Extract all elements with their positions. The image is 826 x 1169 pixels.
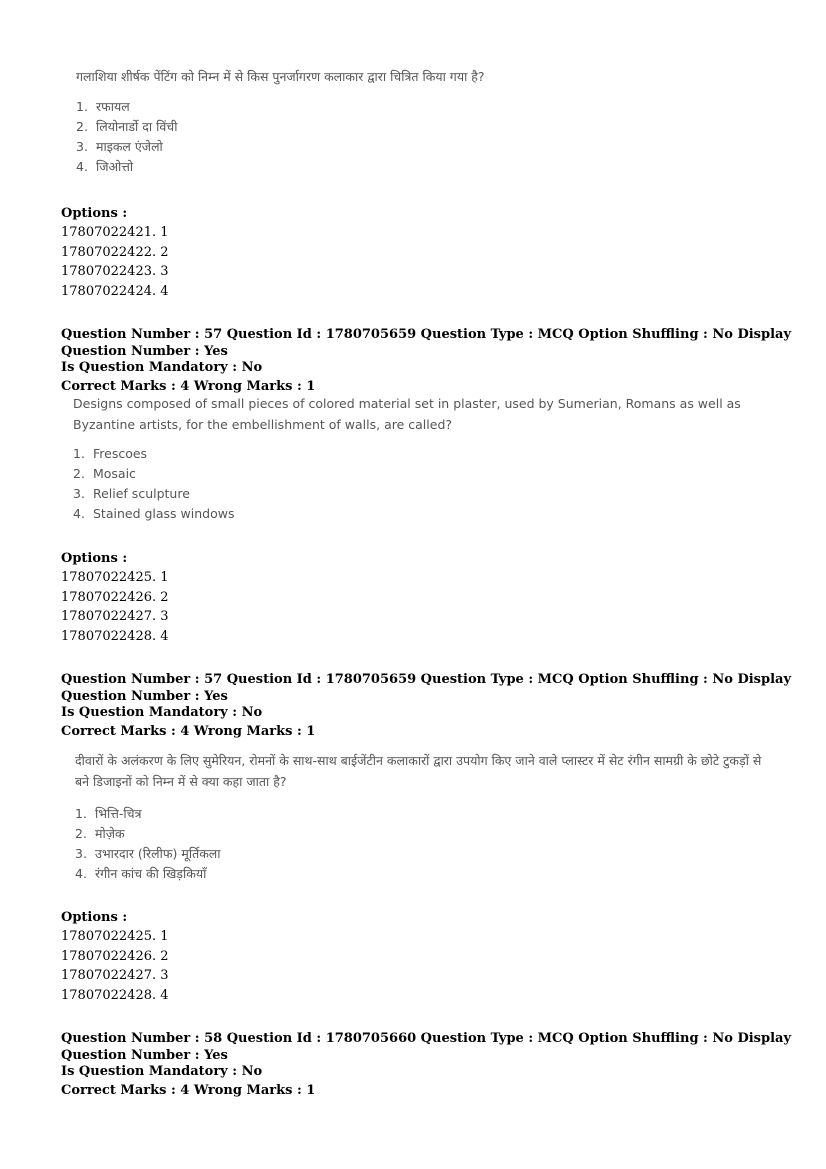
question-text: Designs composed of small pieces of colored material set in plaster, used by Sumerian, Romans as well as Byzantine artists, for the embellishment of walls, are called? [73, 396, 741, 432]
question-marks: Correct Marks : 4 Wrong Marks : 1 [61, 723, 316, 739]
option-id: 17807022426. 2 [61, 948, 169, 964]
option-id: 17807022427. 3 [61, 968, 169, 984]
question-mandatory: Is Question Mandatory : No [61, 705, 263, 720]
answer-choice: 1. भित्ति-चित्र [75, 806, 142, 821]
options-label: Options : [61, 206, 128, 221]
answer-choice: 3. माइकल एंजेलो [76, 139, 163, 154]
option-id: 17807022422. 2 [61, 244, 169, 260]
question-text: दीवारों के अलंकरण के लिए सुमेरियन, रोमनों के साथ-साथ बाईजेंटीन कलाकारों द्वारा उपयोग किए जाने वाले प्लास्टर में सेट रंगीन सामग्री के छोटे टुकड़ों से बने डिजाइनों को निम्न में से क्या कहा जाता है? [75, 753, 762, 789]
question-marks: Correct Marks : 4 Wrong Marks : 1 [61, 378, 316, 394]
question-meta [61, 327, 826, 395]
option-id: 17807022425. 1 [61, 570, 169, 585]
options-list [61, 223, 169, 302]
answer-choice: 3. Relief sculpture [73, 486, 190, 501]
answer-choice: 1. Frescoes [73, 446, 148, 461]
answer-choice: 2. लियोनार्डो दा विंची [76, 119, 178, 134]
question-meta-line: Question Number : 57 Question Id : 1780705659 Question Type : MCQ Option Shuffling : No Display Question Number : Yes [61, 672, 791, 704]
question-marks: Correct Marks : 4 Wrong Marks : 1 [61, 1082, 316, 1098]
options-list [61, 568, 169, 647]
question-mandatory: Is Question Mandatory : No [61, 1064, 263, 1079]
question-mandatory: Is Question Mandatory : No [61, 360, 263, 375]
answer-choice: 3. उभारदार (रिलीफ) मूर्तिकला [75, 846, 221, 861]
option-id: 17807022428. 4 [61, 629, 169, 645]
answer-choice: 4. जिओत्तो [76, 159, 134, 174]
answer-choice: 4. रंगीन कांच की खिड़कियाँ [75, 866, 207, 881]
option-id: 17807022425. 1 [61, 929, 169, 944]
options-list [61, 927, 169, 1006]
question-meta [61, 672, 826, 740]
options-label: Options : [61, 551, 128, 566]
answer-choice: 2. मोज़ेक [75, 826, 125, 841]
option-id: 17807022428. 4 [61, 988, 169, 1004]
question-image-hindi-1 [76, 66, 756, 177]
answer-choice: 1. रफायल [76, 99, 130, 114]
option-id: 17807022426. 2 [61, 589, 169, 605]
options-label: Options : [61, 910, 128, 925]
answer-choice: 4. Stained glass windows [73, 506, 235, 521]
option-id: 17807022424. 4 [61, 284, 169, 300]
question-text: गलाशिया शीर्षक पेंटिंग को निम्न में से किस पुनर्जागरण कलाकार द्वारा चित्रित किया गया है? [76, 69, 485, 84]
question-meta [61, 1031, 826, 1099]
option-id: 17807022421. 1 [61, 225, 169, 240]
option-id: 17807022427. 3 [61, 609, 169, 625]
answer-choices [75, 804, 775, 884]
answer-choice: 2. Mosaic [73, 466, 136, 481]
option-id: 17807022423. 3 [61, 264, 169, 280]
question-image-hindi-2 [75, 750, 775, 884]
question-meta-line: Question Number : 58 Question Id : 1780705660 Question Type : MCQ Option Shuffling : No Display Question Number : Yes [61, 1031, 791, 1063]
answer-choices [73, 444, 763, 524]
question-meta-line: Question Number : 57 Question Id : 1780705659 Question Type : MCQ Option Shuffling : No Display Question Number : Yes [61, 327, 791, 359]
question-image-english [73, 393, 763, 524]
answer-choices [76, 97, 756, 177]
